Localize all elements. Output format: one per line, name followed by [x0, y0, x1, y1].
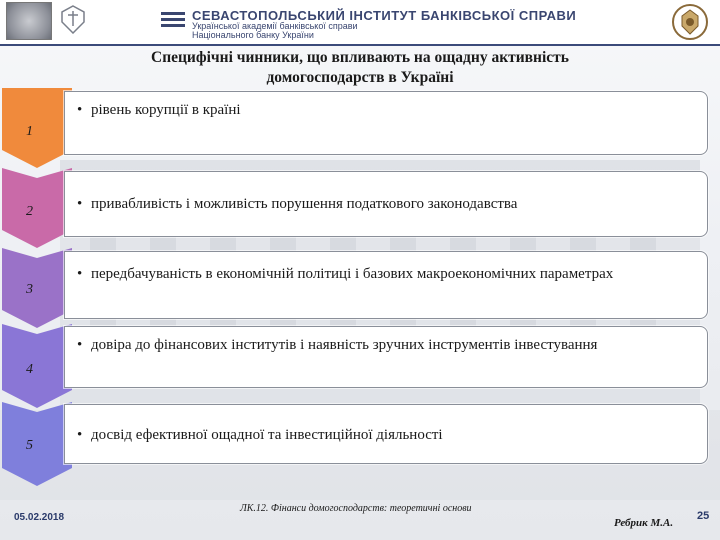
- item-number: 5: [26, 438, 33, 453]
- item-text: • привабливість і можливість порушення податкового законодавства: [77, 196, 518, 212]
- item-text: • досвід ефективної ощадної та інвестиційної діяльності: [77, 427, 443, 443]
- item-number: 1: [26, 124, 33, 139]
- emblem-icon: [58, 4, 88, 34]
- item-number: 2: [26, 204, 33, 219]
- crest-icon: [670, 2, 710, 42]
- footer-date: 05.02.2018: [14, 512, 65, 523]
- item-box: [64, 171, 708, 237]
- item-text: • рівень корупції в країні: [77, 102, 241, 118]
- slide-title: Специфічні чинники, що впливають на ощадну активність домогосподарств в Україні: [151, 49, 569, 86]
- header-bar: [0, 0, 720, 46]
- institute-title: СЕВАСТОПОЛЬСЬКИЙ ІНСТИТУТ БАНКІВСЬКОЇ СПРАВИ: [192, 8, 577, 23]
- footer-lecture: ЛК.12. Фінанси домогосподарств: теоретичні основи: [240, 503, 472, 514]
- item-text: • передбачуваність в економічній політиці і базових макроекономічних параметрах: [77, 266, 614, 282]
- item-box: [64, 251, 708, 319]
- item-number: 4: [26, 362, 33, 377]
- institute-mark-icon: [160, 10, 186, 30]
- item-box: [64, 91, 708, 155]
- item-box: [64, 404, 708, 464]
- item-box: [64, 326, 708, 388]
- item-text: • довіра до фінансових інститутів і наявність зручних інструментів інвестування: [77, 337, 598, 353]
- footer-author: Ребрик М.А.: [614, 517, 674, 529]
- item-number: 3: [26, 282, 33, 297]
- page-number: 25: [697, 510, 710, 522]
- institute-subtitle: Української академії банківської справи Національного банку України: [192, 21, 358, 40]
- logo-image: [6, 2, 52, 40]
